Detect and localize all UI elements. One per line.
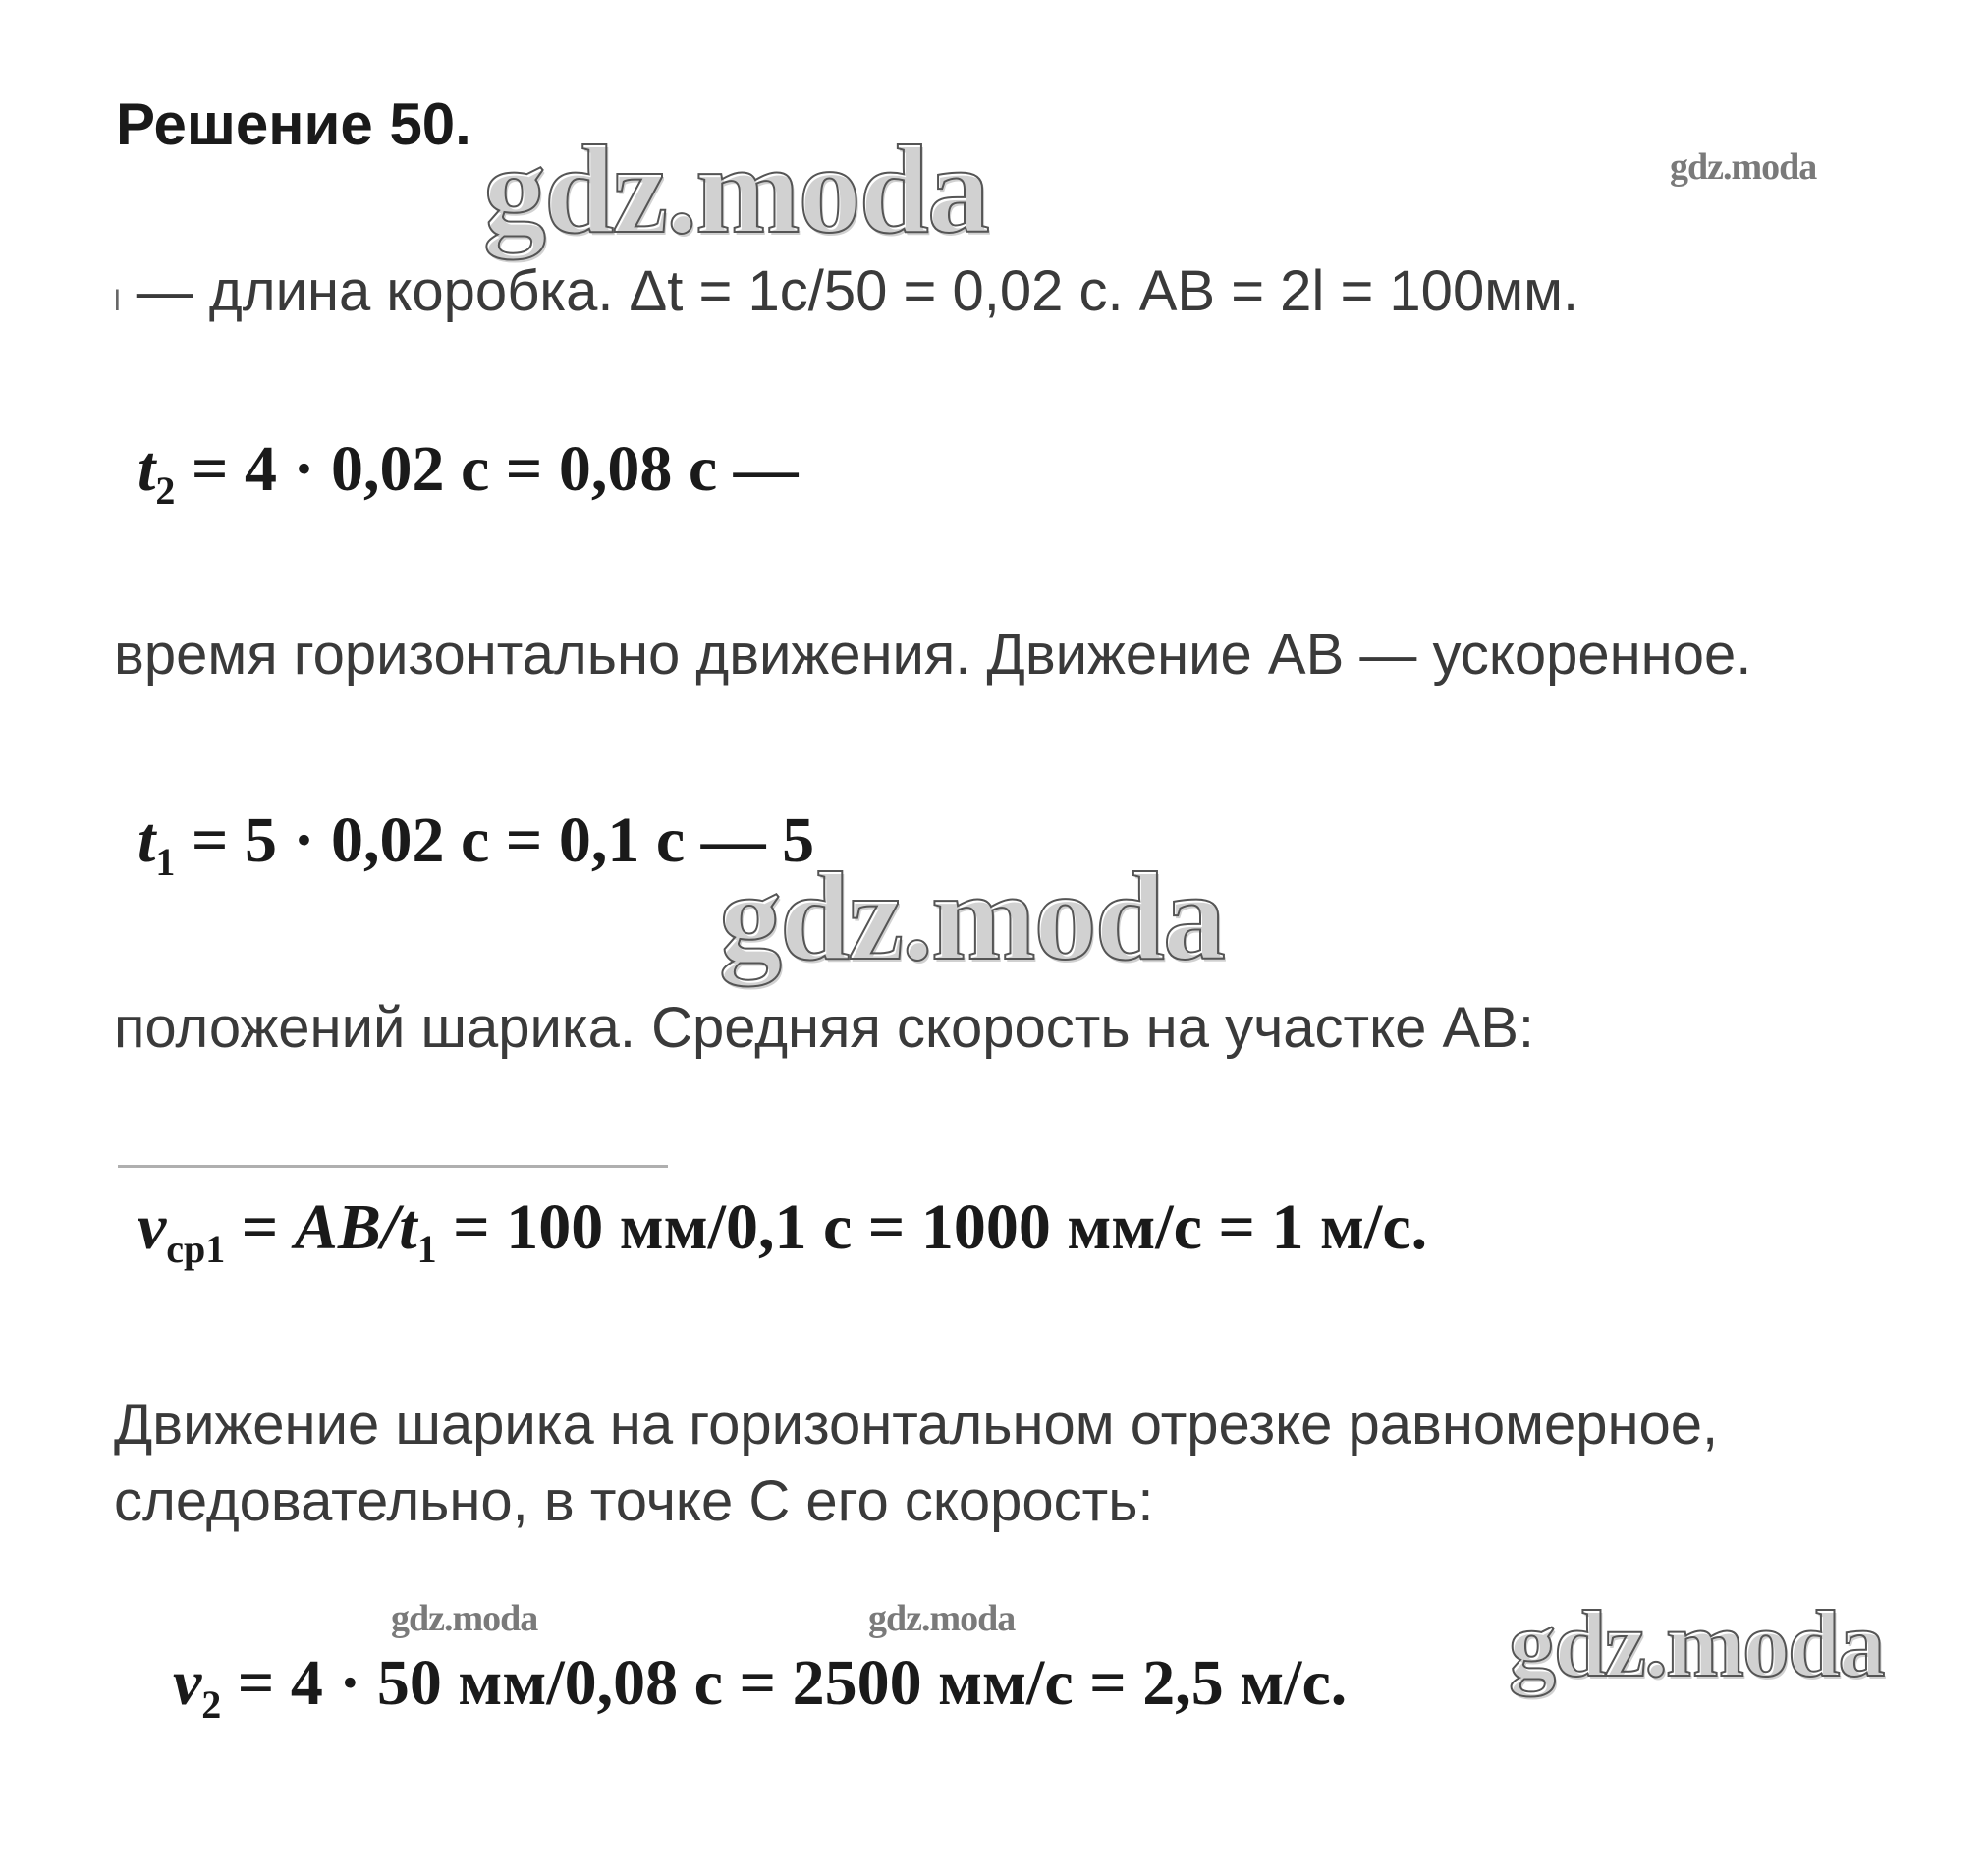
text-line-3: положений шарика. Средняя скорость на участке AB: [114,996,1535,1060]
formula-vcp1-eq: = [225,1191,295,1263]
formula-v2 [173,1646,1347,1728]
formula-v2-sub: 2 [201,1682,222,1727]
watermark-logo-small: gdz.moda [1670,146,1817,188]
watermark-logo: gdz.moda [483,120,988,259]
text-line-1-content: — длина коробка. Δt = 1с/50 = 0,02 с. AB = 2l = 100мм. [136,259,1579,323]
text-line-2: время горизонтально движения. Движение AB — ускоренное. [114,623,1752,687]
watermark-logo-right: gdz.moda [1509,1591,1884,1696]
formula-t2-var: t [138,433,156,505]
formula-vcp1-sub: ср1 [166,1227,226,1271]
formula-t2-sub: 2 [155,469,176,513]
text-line-4b: следовательно, в точке С его скорость: [114,1469,1154,1533]
formula-vcp1-rhs: = 100 мм/0,1 с = 1000 мм/с = 1 м/с. [436,1191,1428,1263]
text-line-1 [114,253,1578,340]
text-line-4a: Движение шарика на горизонтальном отрезке равномерное, [114,1393,1719,1457]
formula-v2-rhs: = 4 · 50 мм/0,08 с = 2500 мм/с = 2,5 м/с. [221,1647,1348,1719]
formula-t2 [138,432,799,514]
line-prefix-mark: l [114,285,121,317]
solution-title: Решение 50. [116,91,471,157]
formula-t1 [138,803,814,885]
watermark-logo-center: gdz.moda [719,847,1224,986]
formula-t1-rhs: = 5 · 0,02 с = 0,1 с — 5 [175,804,815,876]
formula-v2-var: v [173,1647,202,1719]
watermark-logo-small-2: gdz.moda [391,1598,538,1639]
formula-vcp1-ab: AB/t [294,1191,417,1263]
scan-artifact-line [118,1165,668,1168]
watermark-logo-small-3: gdz.moda [868,1598,1016,1639]
formula-vcp1-var: v [138,1191,167,1263]
formula-t2-rhs: = 4 · 0,02 с = 0,08 с — [175,433,799,505]
formula-vcp1 [138,1190,1427,1272]
formula-vcp1-sub2: 1 [416,1227,437,1271]
formula-t1-var: t [138,804,156,876]
formula-t1-sub: 1 [155,840,176,884]
